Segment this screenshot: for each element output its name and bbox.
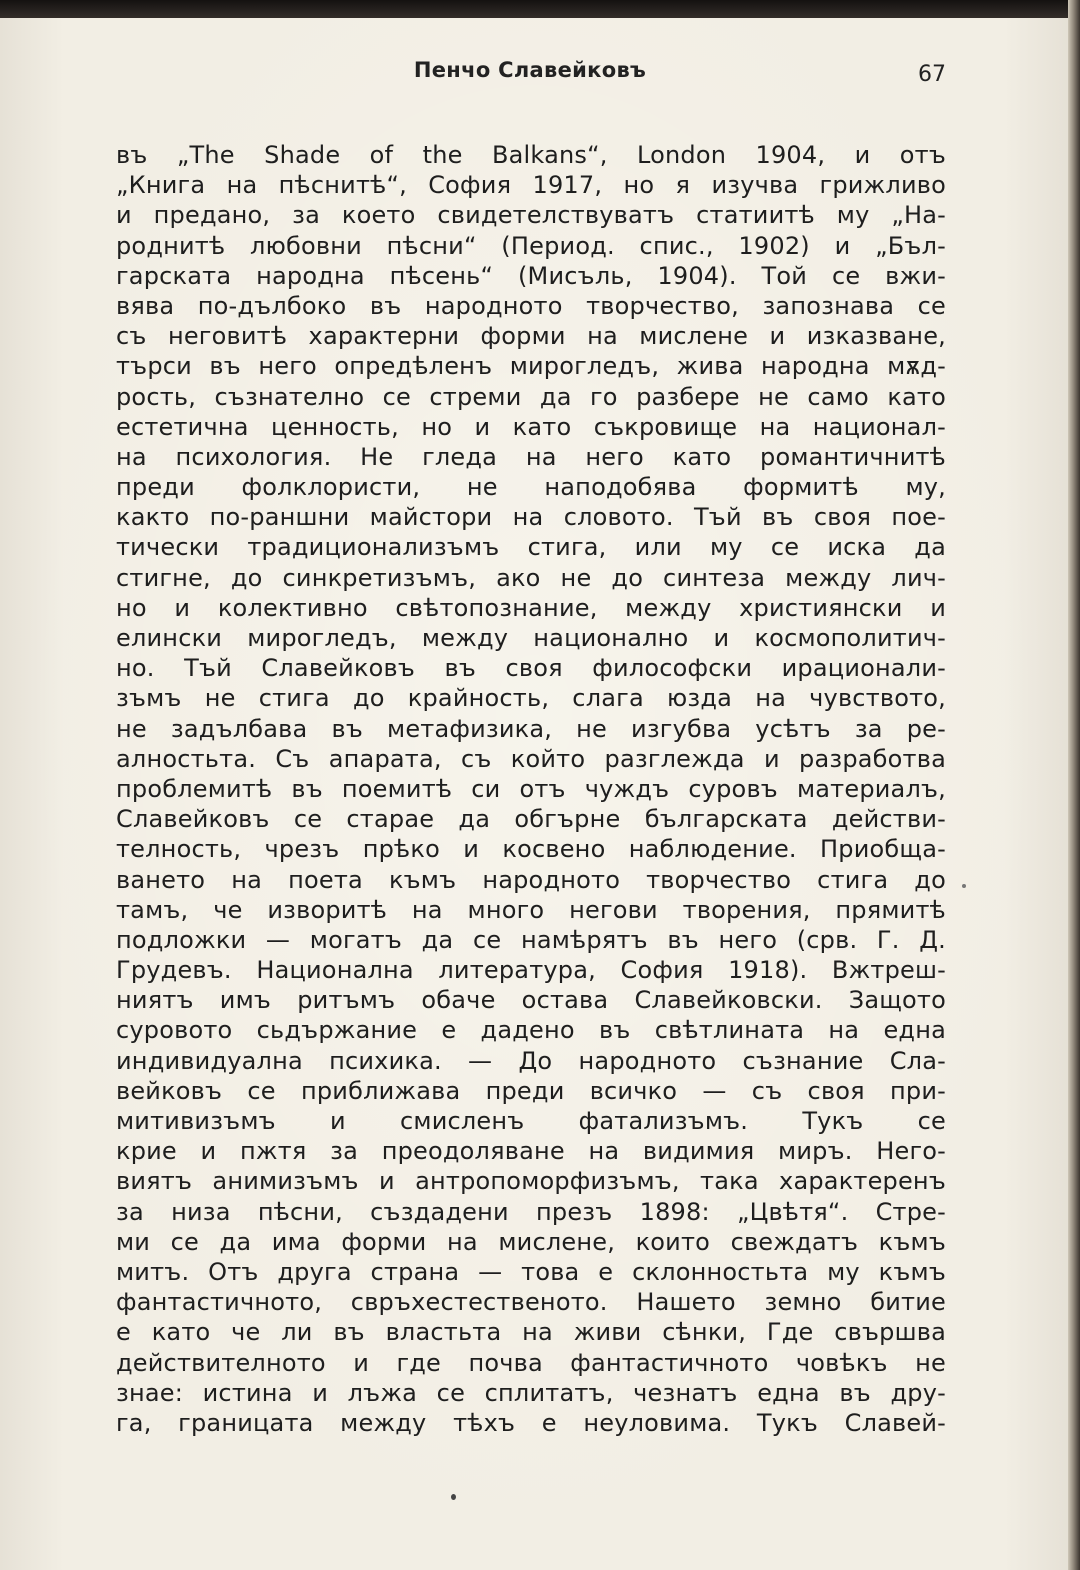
text-line: суровото сьдържание е дадено въ свѣтлината на една [116, 1016, 946, 1045]
text-line: ването на поета къмъ народното творчество стига до [116, 865, 946, 894]
text-line: вейковъ се приближава преди всичко — съ своя при- [116, 1076, 946, 1105]
text-line: въ „The Shade of the Balkans“, London 1904, и отъ [116, 141, 946, 169]
text-line: гарската народна пѣсень“ (Мисъль, 1904). Той се вжи- [116, 261, 946, 290]
text-line: рость, съзнателно се стреми да го разбере не само като [116, 382, 946, 411]
text-line: подложки — могатъ да се намѣрятъ въ него (срв. Г. Д. [116, 925, 946, 954]
book-page [0, 18, 1068, 1570]
text-line: на психология. Не гледа на него като романтичнитѣ [116, 442, 946, 471]
page-right-edge [1068, 0, 1080, 1570]
text-line: проблемитѣ въ поемитѣ си отъ чуждъ суровъ материалъ, [116, 774, 946, 803]
text-line: е като че ли въ властьта на живи сѣнки, Где свършва [116, 1318, 946, 1347]
page-number: 67 [918, 62, 946, 87]
text-line: действителното и где почва фантастичното човѣкъ не [116, 1348, 946, 1377]
text-line: както по-раншни майстори на словото. Тъй въ своя пое- [116, 503, 946, 532]
text-line: преди фолклористи, не наподобява формитѣ му, [116, 473, 946, 502]
text-line: Грудевъ. Национална литература, София 1918). Вжтреш- [116, 956, 946, 985]
text-line: съ неговитѣ характерни форми на мислене и изказване, [116, 322, 946, 351]
running-head [110, 58, 950, 98]
text-line: виятъ анимизъмъ и антропоморфизъмъ, така характеренъ [116, 1167, 946, 1196]
text-line: тамъ, че изворитѣ на много негови творения, прямитѣ [116, 895, 946, 924]
text-line: за низа пѣсни, създадени презъ 1898: „Цвѣтя“. Стре- [116, 1197, 946, 1226]
text-line: ниятъ имъ ритъмъ обаче остава Славейковски. Защото [116, 986, 946, 1015]
text-line: га, границата между тѣхъ е неуловима. Тукъ Славей- [116, 1408, 946, 1437]
text-line: зъмъ не стига до крайность, слага юзда на чувството, [116, 684, 946, 713]
text-line: но. Тъй Славейковъ въ своя философски ирационали- [116, 654, 946, 683]
text-line: алностьта. Съ апарата, съ който разглежда и разработва [116, 744, 946, 773]
text-line: Славейковъ се старае да обгърне българската действи- [116, 805, 946, 834]
text-line: стигне, до синкретизъмъ, ако не до синтеза между лич- [116, 563, 946, 592]
running-head-title: Пенчо Славейковъ [413, 58, 647, 82]
text-line: митивизъмъ и смисленъ фатализъмъ. Тукъ се [116, 1107, 946, 1135]
body-text [116, 140, 946, 1438]
text-line: тически традиционализъмъ стига, или му се иска да [116, 533, 946, 562]
text-line: знае: истина и лъжа се сплитатъ, чезнатъ една въ дру- [116, 1378, 946, 1407]
text-line: роднитѣ любовни пѣсни“ (Период. спис., 1902) и „Бъл- [116, 231, 946, 260]
text-line: естетична ценность, но и като съкровище на национал- [116, 412, 946, 441]
text-line: индивидуална психика. — До народното съзнание Сла- [116, 1046, 946, 1075]
text-line: фантастичното, свръхестественото. Нашето земно битие [116, 1288, 946, 1317]
text-line: митъ. Отъ друга страна — това е склонностьта му къмъ [116, 1257, 946, 1286]
ink-speck [962, 884, 966, 888]
text-line: и предано, за което свидетелствуватъ статиитѣ му „На- [116, 201, 946, 230]
text-line: елински мирогледъ, между национално и космополитич- [116, 624, 946, 652]
text-line: „Книга на пѣснитѣ“, София 1917, но я изучва грижливо [116, 171, 946, 200]
text-line: телность, чрезъ прѣко и косвено наблюдение. Приобща- [116, 835, 946, 864]
text-line: ми се да има форми на мислене, които свеждатъ къмъ [116, 1227, 946, 1256]
text-line: но и колективно свѣтопознание, между християнски и [116, 593, 946, 622]
text-line: вява по-дълбоко въ народното творчество, запознава се [116, 291, 946, 320]
ink-speck [451, 1494, 456, 1500]
text-line: не задълбава въ метафизика, не изгубва усѣтъ за ре- [116, 714, 946, 743]
text-line: търси въ него опредѣленъ мирогледъ, жива народна мѫд- [116, 352, 946, 381]
text-line: крие и пжтя за преодоляване на видимия миръ. Него- [116, 1137, 946, 1166]
